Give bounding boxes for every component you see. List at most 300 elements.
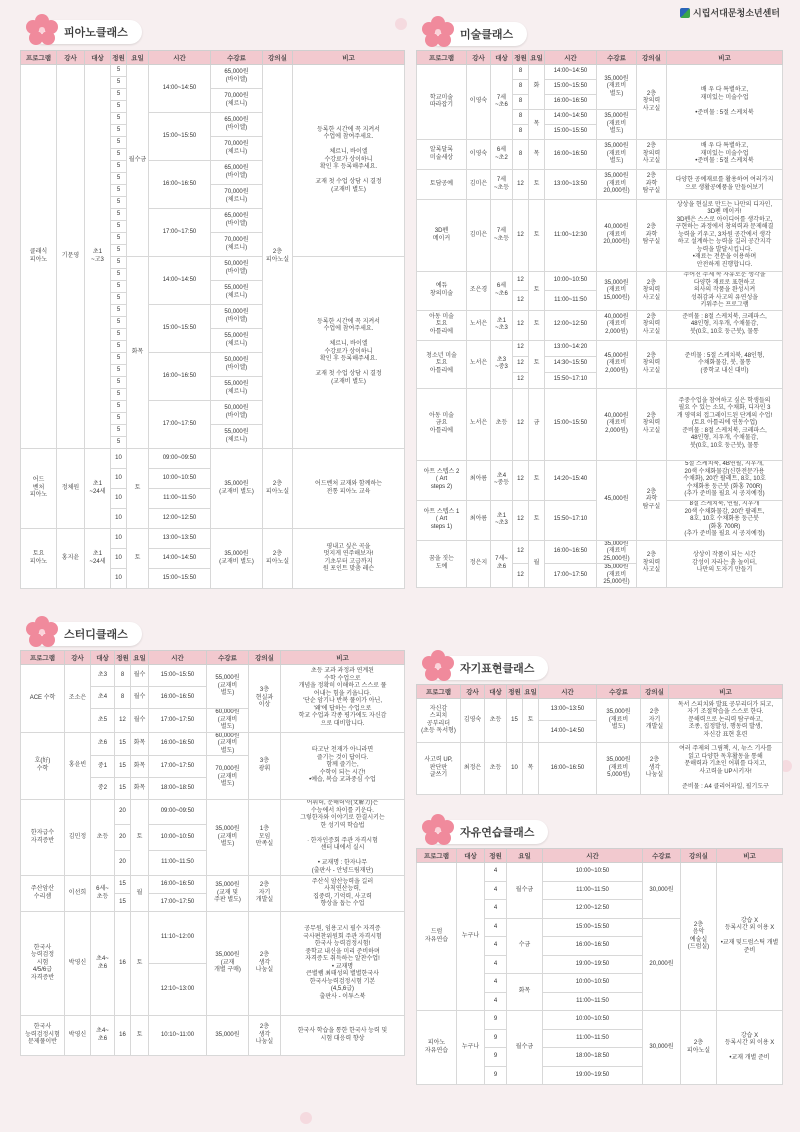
- table-row: [21, 665, 405, 687]
- table-cell: 꿈을 짓는 도예: [417, 540, 467, 587]
- table-cell: 최아름: [467, 460, 491, 500]
- table-cell: 10: [111, 469, 127, 489]
- table-cell: 16:00~16:50: [149, 687, 207, 709]
- table-cell: 한자급수 자격증반: [21, 800, 65, 876]
- table-cell: 화: [529, 65, 545, 110]
- table-cell: 토: [529, 500, 545, 540]
- table-cell: 준비물 : 5절 스케치북, 48인형, 수채화물감, 붓, 물통 (중학교 내신 대비): [667, 340, 783, 388]
- table-cell: 35,000원 (재료비 25,000원): [597, 540, 637, 564]
- table-cell: 사고력 UP, 판단판 글쓰기: [417, 743, 461, 795]
- time: 16:00~16:50: [149, 353, 211, 401]
- capacity: 5: [111, 173, 127, 185]
- table-cell: 8: [115, 665, 131, 687]
- table-cell: 2층 음악 예술실 (드럼실): [681, 863, 717, 1011]
- table-cell: 4: [485, 900, 507, 919]
- table-cell: 2층 창의력 사고실: [637, 540, 667, 587]
- table-cell: 4: [485, 863, 507, 882]
- table-cell: 목: [529, 140, 545, 170]
- table-cell: 드럼 자유연습: [417, 863, 457, 1011]
- table-cell: 3D펜 메이커: [417, 200, 467, 272]
- capacity: 5: [111, 197, 127, 209]
- table-cell: 2층 피아노실: [681, 1011, 717, 1085]
- table-row: [417, 1011, 783, 1030]
- section-tag-study: 스터디클래스: [32, 622, 142, 646]
- table-cell: 배 우 다 특별하고, 재미있는 미술수업 •준비물 : 5절 스케치북: [667, 65, 783, 140]
- free-table: 프로그램 대상 정원 요일 시간 수강료 강의실 비고 드럼 자유연습 누구나 4 월수금 10:00~10:50 30,000원 2층 음악 예술실 (드럼실) 강습 X 등록시간 외 이용 X •교재 및드럼스틱 개별 준비 4 11:00~11:50 4 12:00~12:50 4 수금 15:00~15:50 20,000원 4 16:00~16:50 4 19:00~19:50 4 화목 10:00~10:50 4 11:00~11:50 피아노 자유연습 누구나 9 월수금 10:00~10:50 30,000원 2층 피아노실 강습 X 등록시간 외 이용 X •교재 개별 준비 9 11:00~11:50 9 18:00~18:50 9 19:00~19:50: [416, 848, 783, 1085]
- table-cell: 10: [111, 549, 127, 569]
- table-cell: 2층 생각 나눔실: [641, 743, 669, 795]
- table-cell: 14:30~15:50: [545, 356, 597, 372]
- table-cell: 7세~ 초6: [491, 540, 513, 587]
- table-cell: 월수금: [507, 863, 543, 919]
- table-cell: 35,000원 (재료비 5,000원): [597, 743, 641, 795]
- table-cell: 초5: [91, 709, 115, 733]
- table-cell: 14:00~14:50: [545, 65, 597, 80]
- table-cell: 2층 과학 탐구실: [637, 460, 667, 540]
- table-cell: 누구나: [457, 1011, 485, 1085]
- table-cell: 학교미술 따라잡기: [417, 65, 467, 140]
- table-cell: 독서 스피치와 발표 공부리더가 되고, 자기 조절학습을 스스로 한다. 문해력으로 논리력 탐구하고, 조종, 집정발성, 행동력 발생, 자신감 표현 훈련: [669, 699, 783, 743]
- table-cell: 15: [507, 699, 523, 743]
- capacity: 5: [111, 125, 127, 137]
- table-cell: 10:00~10:50: [545, 272, 597, 291]
- time: 15:00~15:50: [149, 113, 211, 161]
- table-cell: 초등: [491, 388, 513, 460]
- capacity: 5: [111, 341, 127, 353]
- table-cell: 18:00~18:50: [543, 1048, 643, 1067]
- table-cell: 40,000원 (재료비 2,000원): [597, 310, 637, 340]
- table-cell: 15:50~17:10: [545, 372, 597, 388]
- table-row: [21, 529, 405, 549]
- fee: 65,000원 (바이엘): [211, 113, 263, 137]
- table-cell: 알록달록 미술세상: [417, 140, 467, 170]
- capacity: 5: [111, 113, 127, 125]
- table-cell: 35,000원 (교재 개별 구매): [207, 912, 249, 1016]
- table-cell: 상상이 작품이 되는 시간 감성이 자라는 흙 놀이터, 나만의 도자기 만들기: [667, 540, 783, 587]
- table-cell: ACE 수학: [21, 665, 65, 733]
- capacity: 5: [111, 401, 127, 413]
- capacity: 5: [111, 257, 127, 269]
- table-cell: 청소년 미술 토요 아틀리에: [417, 340, 467, 388]
- capacity: 5: [111, 353, 127, 365]
- table-row: [417, 65, 783, 80]
- table-cell: 중1: [91, 756, 115, 778]
- table-cell: 11:00~11:50: [545, 291, 597, 310]
- table-cell: 초4~ 초6: [91, 1016, 115, 1056]
- table-cell: 토: [529, 340, 545, 388]
- table-cell: 2층 창의력 사고실: [637, 388, 667, 460]
- table-cell: 월수: [131, 709, 149, 733]
- fee: 70,000원 (체르니): [211, 233, 263, 257]
- table-cell: 10: [111, 449, 127, 469]
- table-cell: 호(好) 수학: [21, 732, 65, 800]
- fee: 50,000원 (바이엘): [211, 353, 263, 377]
- table-cell: 토요 피아노: [21, 529, 57, 589]
- table-cell: 11:00~11:50: [543, 881, 643, 900]
- capacity: 5: [111, 245, 127, 257]
- capacity: 5: [111, 293, 127, 305]
- table-cell: 15: [115, 876, 131, 894]
- fee: 50,000원 (바이엘): [211, 257, 263, 281]
- piano-header-row: 프로그램 강사 대상 정원 요일 시간 수강료 강의실 비고: [21, 51, 405, 65]
- table-cell: 금: [529, 388, 545, 460]
- note: 등록한 시간에 꼭 지켜서 수업에 참여주세요. 체르니, 바이엘 수강료가 상이하니 확인 후 등록해주세요. 교재 첫 수업 상담 시 결정 (교재비 별도): [293, 257, 405, 449]
- capacity: 5: [111, 137, 127, 149]
- table-cell: 6세~ 초등: [91, 876, 115, 912]
- table-cell: 초3: [91, 665, 115, 687]
- table-row: [21, 800, 405, 825]
- table-cell: 9: [485, 1029, 507, 1048]
- table-row: [417, 388, 783, 460]
- fee: 70,000원 (체르니): [211, 137, 263, 161]
- table-cell: 16: [115, 1016, 131, 1056]
- table-cell: 2층 창의력 사고실: [637, 272, 667, 311]
- table-cell: 이선희: [65, 876, 91, 912]
- table-cell: 김미은: [467, 200, 491, 272]
- table-cell: 35,000원 (재료비 별도): [597, 110, 637, 140]
- table-cell: 월수: [131, 665, 149, 687]
- table-cell: 토: [131, 1016, 149, 1056]
- table-cell: 초등: [91, 800, 115, 876]
- time: 17:00~17:50: [149, 401, 211, 449]
- table-cell: 초4 ~중등: [491, 460, 513, 500]
- table-cell: 20: [115, 825, 131, 850]
- capacity: 5: [111, 305, 127, 317]
- table-cell: 12: [513, 372, 529, 388]
- table-cell: 초4: [91, 687, 115, 709]
- table-cell: 16:00~16:50: [543, 937, 643, 956]
- table-cell: 여러 주제의 그림책, 시, 뉴스 기사를 읽고 다양한 독후활동을 통해 문해력과 기초인 어휘를 다지고, 사고력을 UP시키자! 준비물 : A4 클리어파일, 필기도구: [669, 743, 783, 795]
- fee: 70,000원 (체르니): [211, 185, 263, 209]
- table-row: [417, 272, 783, 291]
- day: 화목: [127, 257, 149, 449]
- expr-table: 프로그램 강사 대상 정원 요일 시간 수강료 강의실 비고 자신감 스피치 공부리더 (초등 독서형) 김영숙 초등 15 토 13:00~13:50 35,000원 (재료비 별도) 2층 자기 개발실 독서 스피치와 발표 공부리더가 되고, 자기 조절학습을 스스로 한다. 문해력으로 논리력 탐구하고, 조종, 집정발성, 행동력 발생, 자신감 표현 훈련 14:00~14:50 사고력 UP, 판단판 글쓰기 최정은 초등 10 목 16:00~16:50 35,000원 (재료비 5,000원) 2층 생각 나눔실 여러 주제의 그림책, 시, 뉴스 기사를 읽고 다양한 독후활동을 통해 문해력과 기초인 어휘를 다지고, 사고력을 UP시키자! 준비물 : A4 클리어파일, 필기도구: [416, 684, 783, 795]
- room: 2층 피아노실: [263, 65, 293, 449]
- table-cell: 12:00~12:50: [543, 900, 643, 919]
- table-cell: 16:00~16:50: [545, 540, 597, 564]
- fee: 55,000원 (체르니): [211, 377, 263, 401]
- table-cell: 15:00~15:50: [545, 125, 597, 140]
- table-cell: 초4~ 초6: [91, 912, 115, 1016]
- table-row: [21, 876, 405, 894]
- table-cell: 55,000원 (교재비 별도): [207, 665, 249, 709]
- table-cell: 10:00~10:50: [543, 974, 643, 993]
- table-cell: 12:00~12:50: [545, 310, 597, 340]
- fee: 50,000원 (바이엘): [211, 401, 263, 425]
- table-cell: 정은지: [467, 540, 491, 587]
- table-cell: 35,000원 (재료비 별도): [597, 699, 641, 743]
- note: 등록한 시간에 꼭 지켜서 수업에 참여주세요. 체르니, 바이엘 수강료가 상이하니 확인 후 등록해주세요. 교재 첫 수업 상담 시 결정 (교재비 별도): [293, 65, 405, 257]
- table-cell: 17:00~17:50: [545, 564, 597, 588]
- table-cell: 09:00~09:50: [149, 800, 207, 825]
- table-cell: 아동 미술 토요 아틀리에: [417, 310, 467, 340]
- time: 14:00~14:50: [149, 257, 211, 305]
- table-cell: 중2: [91, 778, 115, 800]
- table-cell: 주어진 주제 속 자유로운 생각을 다양한 재료로 표현하고 의사의 작품을 완성시켜 성취감과 사고의 유연성을 키워주는 프로그램: [667, 272, 783, 311]
- table-cell: 35,000원 (교재 및 주판 별도): [207, 876, 249, 912]
- table-cell: 4: [485, 881, 507, 900]
- table-cell: 토: [529, 272, 545, 311]
- table-cell: 9: [485, 1048, 507, 1067]
- petal-decoration: [395, 18, 407, 30]
- capacity: 5: [111, 269, 127, 281]
- table-cell: 14:00~14:50: [149, 549, 211, 569]
- table-cell: 8: [115, 687, 131, 709]
- table-row: [417, 699, 783, 721]
- table-cell: 2층 피아노실: [263, 449, 293, 529]
- table-cell: 토: [529, 310, 545, 340]
- day: 월수금: [127, 65, 149, 257]
- table-cell: 토: [529, 170, 545, 200]
- table-cell: 12: [513, 356, 529, 372]
- table-cell: 8: [513, 140, 529, 170]
- table-cell: 배 우 다 특별하고, 재미있는 미술수업 •준비물 : 5절 스케치북: [667, 140, 783, 170]
- table-cell: 토: [127, 529, 149, 589]
- table-cell: 20: [115, 850, 131, 875]
- fee: 65,000원 (바이엘): [211, 161, 263, 185]
- table-cell: 2층 자기 개발실: [249, 876, 281, 912]
- table-cell: 노서은: [467, 310, 491, 340]
- table-cell: 2층 피아노실: [263, 529, 293, 589]
- table-cell: 10: [507, 743, 523, 795]
- logo-text: 시립서대문청소년센터: [693, 8, 780, 18]
- capacity: 5: [111, 221, 127, 233]
- capacity: 5: [111, 329, 127, 341]
- table-cell: 12: [513, 200, 529, 272]
- table-cell: 수금: [507, 918, 543, 974]
- table-cell: 12: [513, 291, 529, 310]
- table-row: [417, 340, 783, 356]
- table-cell: 9: [485, 1066, 507, 1085]
- table-cell: 15:00~15:50: [545, 80, 597, 95]
- table-cell: 2층 창의력 사고실: [637, 65, 667, 140]
- table-cell: 7세 ~초등: [491, 170, 513, 200]
- table-cell: 이영숙: [467, 65, 491, 140]
- table-cell: 10: [111, 529, 127, 549]
- table-cell: 어드벤처 교재와 함께하는 전통 피아노 교육: [293, 449, 405, 529]
- table-cell: 월: [529, 540, 545, 587]
- teacher-name: 기문영: [57, 65, 85, 449]
- table-cell: 12: [513, 500, 529, 540]
- table-cell: 토: [529, 460, 545, 500]
- table-cell: 3층 현실과 이상: [249, 665, 281, 733]
- time: 15:00~15:50: [149, 305, 211, 353]
- table-cell: 16:00~16:50: [545, 140, 597, 170]
- table-row: [417, 863, 783, 882]
- table-cell: 노서은: [467, 388, 491, 460]
- fee: 50,000원 (바이엘): [211, 305, 263, 329]
- table-cell: 2층 과학 탐구실: [637, 200, 667, 272]
- table-cell: 한국사 학습을 통한 한국사 능력 및 시험 대응력 향상: [281, 1016, 405, 1056]
- table-cell: 40,000원 (재료비 2,000원): [597, 388, 637, 460]
- table-cell: 김영숙: [461, 699, 485, 743]
- table-cell: 4: [485, 937, 507, 956]
- table-row: [21, 732, 405, 756]
- table-cell: 11:00~11:50: [543, 992, 643, 1011]
- table-cell: 12:00~12:50: [149, 509, 211, 529]
- table-cell: 11:00~11:50: [149, 489, 211, 509]
- table-cell: 15:00~15:50: [149, 569, 211, 589]
- table-cell: 14:00~14:50: [539, 721, 597, 743]
- table-cell: 어휘력, 문해력약(文解力)은 수능에서 차이를 키운다. 그렇한자와 이야기로 한결시키는 한 성기역 학습법 · 한자인증회 주관 자격시험 센터 내에서 실시 • 교재명 : 한자나무 (출판사 - 안녕드림재단): [281, 800, 405, 876]
- table-cell: 60,000원 (교재비 별도): [207, 709, 249, 733]
- table-cell: 초1 ~초3: [491, 500, 513, 540]
- section-tag-expr: 자기표현클래스: [428, 656, 548, 680]
- table-cell: 공무원, 임용고시 필수 자격증 국사편찬위원회 주관 자격시험 한국사 능력검정시험! 중학교 내신을 미리 준비하며 자격증도 취득하는 알찬수업! • 교재명 큰별쌤 최태성의 별별한국사 한국사능력검정시험 기본 (4,5,6급) 출판사 - 이투스북: [281, 912, 405, 1016]
- table-cell: 17:00~17:50: [149, 709, 207, 733]
- time: 16:00~16:50: [149, 161, 211, 209]
- table-cell: 14:00~14:50: [545, 110, 597, 125]
- logo-icon: [680, 8, 690, 18]
- table-cell: 10: [111, 509, 127, 529]
- table-cell: 초3 ~중3: [491, 340, 513, 388]
- table-cell: 12: [513, 564, 529, 588]
- table-cell: 초1 ~24세: [85, 529, 111, 589]
- table-cell: 19:00~19:50: [543, 1066, 643, 1085]
- table-row: [417, 743, 783, 795]
- table-cell: 8: [513, 65, 529, 80]
- center-logo: [680, 6, 780, 19]
- table-cell: 화목: [131, 756, 149, 778]
- table-cell: 8: [513, 80, 529, 95]
- capacity: 5: [111, 161, 127, 173]
- table-cell: 70,000원 (교재비 별도): [207, 756, 249, 800]
- table-cell: 7세 ~초등: [491, 200, 513, 272]
- table-row: [21, 912, 405, 964]
- table-cell: 예듀 창의미술: [417, 272, 467, 311]
- table-cell: 상상을 현실로 만드는 나만의 디자인, 3D펜 메이커! 3D펜은 스스로 아이디어를 생각하고, 구현하는 과정에서 창의력과 문제해결 능력을 키우고, 3차원 공간에서 생각 하고 설계하는 능력을 길러 공간지각 능력을 발달시킵니다. •재료는 전문을 이용하며 안전하게 진행합니다.: [667, 200, 783, 272]
- table-cell: 15: [115, 778, 131, 800]
- table-cell: 아트 스텝스 1 ( Art steps 1): [417, 500, 467, 540]
- table-cell: 35,000원 (재료비 15,000원): [597, 272, 637, 311]
- table-cell: 15:00~15:50: [543, 918, 643, 937]
- section-tag-piano: 피아노클래스: [32, 20, 142, 44]
- table-cell: 16:00~16:50: [545, 95, 597, 110]
- table-cell: 16:00~16:50: [149, 876, 207, 894]
- table-cell: 4: [485, 955, 507, 974]
- fee: 65,000원 (바이엘): [211, 65, 263, 89]
- table-cell: 2층 창의력 사고실: [637, 340, 667, 388]
- table-cell: 토: [127, 449, 149, 529]
- table-cell: 20,000원: [643, 918, 681, 1011]
- table-cell: 14:20~15:40: [545, 460, 597, 500]
- table-cell: 16:00~16:50: [539, 743, 597, 795]
- capacity: 5: [111, 77, 127, 89]
- fee: 55,000원 (체르니): [211, 425, 263, 449]
- table-cell: 35,000원 (재료비 25,000원): [597, 564, 637, 588]
- table-cell: 20: [115, 800, 131, 825]
- table-cell: 35,000원 (재료비 별도): [597, 65, 637, 110]
- table-cell: 피아노 자유연습: [417, 1011, 457, 1085]
- table-cell: 이영숙: [467, 140, 491, 170]
- table-cell: 준비물 : 8절 스케치북, 크레파스, 48인형, 지우개, 수채물감, 붓(0호, 10호 둥근붓), 물통: [667, 310, 783, 340]
- capacity: 5: [111, 233, 127, 245]
- table-cell: 11:00~11:50: [543, 1029, 643, 1048]
- table-cell: 2층 창의력 사고실: [637, 140, 667, 170]
- capacity: 5: [111, 281, 127, 293]
- table-cell: 한국사 능력검정시험 문제풀이반: [21, 1016, 65, 1056]
- table-row: [417, 540, 783, 564]
- table-cell: 초1 ~24세: [85, 449, 111, 529]
- table-row: [417, 310, 783, 340]
- table-cell: 6세 ~초6: [491, 272, 513, 311]
- table-cell: 10: [111, 569, 127, 589]
- table-row: [21, 449, 405, 469]
- table-cell: 토: [529, 200, 545, 272]
- table-cell: 다양한 공예재료를 활용하여 여러가지 으로 생활공예품을 만들어보기: [667, 170, 783, 200]
- capacity: 5: [111, 389, 127, 401]
- table-cell: 30,000원: [643, 863, 681, 919]
- table-cell: 13:00~13:50: [149, 529, 211, 549]
- capacity: 5: [111, 209, 127, 221]
- cherry-blossom-icon: [420, 812, 456, 848]
- time: 17:00~17:50: [149, 209, 211, 257]
- table-cell: 12: [115, 709, 131, 733]
- table-cell: 10:10~11:00: [149, 1016, 207, 1056]
- table-cell: 15:00~15:50: [149, 665, 207, 687]
- capacity: 5: [111, 425, 127, 437]
- table-cell: 월: [131, 876, 149, 912]
- table-cell: 19:00~19:50: [543, 955, 643, 974]
- table-cell: 12: [513, 272, 529, 291]
- table-cell: 10:00~10:50: [543, 1011, 643, 1030]
- capacity: 5: [111, 377, 127, 389]
- fee: 55,000원 (체르니): [211, 281, 263, 305]
- table-cell: 어드 벤처 피아노: [21, 449, 57, 529]
- table-cell: 16: [115, 912, 131, 1016]
- table-cell: 초등: [485, 699, 507, 743]
- table-cell: 평내고 싶은 곡을 멋지게 연주해보자! 기초부터 고급까지 원 포인트 맞춤 레슨: [293, 529, 405, 589]
- table-row: [21, 65, 405, 77]
- table-cell: 홍윤빈: [65, 732, 91, 800]
- table-cell: 월수: [131, 687, 149, 709]
- table-cell: 타고난 천재가 아니라면 즐기는 것이 답이다. 함께 즐기는, 수학이 되는 시간! •예습, 복습 교과중심 수업: [281, 732, 405, 800]
- table-cell: 초1 ~초3: [491, 310, 513, 340]
- table-cell: 정체원: [57, 449, 85, 529]
- table-cell: 월수금: [507, 1011, 543, 1085]
- table-cell: 4: [485, 974, 507, 993]
- table-cell: 4: [485, 992, 507, 1011]
- table-cell: 17:00~17:50: [149, 756, 207, 778]
- table-cell: 김미은: [467, 170, 491, 200]
- capacity: 5: [111, 365, 127, 377]
- time: 14:00~14:50: [149, 65, 211, 113]
- table-cell: 2층 자기 개발실: [641, 699, 669, 743]
- capacity: 5: [111, 185, 127, 197]
- table-cell: 최정은: [461, 743, 485, 795]
- table-cell: 12: [513, 310, 529, 340]
- table-cell: 조소은: [65, 665, 91, 733]
- art-table: 프로그램 강사 대상 정원 요일 시간 수강료 강의실 비고 학교미술 따라잡기 이영숙 7세 ~초6 8 화 14:00~14:50 35,000원 (재료비 별도) 2층 창의력 사고실 배 우 다 특별하고, 재미있는 미술수업 •준비물 : 5절 스케치북 8 15:00~15:50 8 16:00~16:50 8 목 14:00~14:50 35,000원 (재료비 별도) 8 15:00~15:50 알록달록 미술세상 이영숙 6세 ~초2 8 목 16:00~16:50 35,000원 (재료비 별도) 2층 창의력 사고실 배 우 다 특별하고, 재미있는 미술수업 •준비물 : 5절 스케치북 토담공예 김미은 7세 ~초등 12 토 13:00~13:50 35,000원 (재료비 20,000원) 2층 과학 탐구실 다양한 공예재료를 활용하여 여러가지 으로 생활공예품을 만들어보기 3D펜 메이커 김미은 7세 ~초등 12 토 11:00~12:30 40,000원 (재료비 20,000원) 2층 과학 탐구실 상상을 현실로 만드는 나만의 디자인, 3D펜 메이커! 3D펜은 스스로 아이디어를 생각하고, 구현하는 과정에서 창의력과 문제해결 능력을 키우고, 3차원 공간에서 생각 하고 설계하는 능력을 길러 공간지각 능력을 발달시킵니다. •재료는 전문을 이용하며 안전하게 진행합니다. 예듀 창의미술 조은경 6세 ~초6 12 토 10:00~10:50 35,000원 (재료비 15,000원) 2층 창의력 사고실 주어진 주제 속 자유로운 생각을 다양한 재료로 표현하고 의사의 작품을 완성시켜 성취감과 사고의 유연성을 키워주는 프로그램 12 11:00~11:50 아동 미술 토요 아틀리에 노서은 초1 ~초3 12 토 12:00~12:50 40,000원 (재료비 2,000원) 2층 창의력 사고실 준비물 : 8절 스케치북, 크레파스, 48인형, 지우개, 수채물감, 붓(0호, 10호 둥근붓), 물통 청소년 미술 토요 아틀리에 노서은 초3 ~중3 12 토 13:00~14:20 45,000원 (재료비 2,000원) 2층 창의력 사고실 준비물 : 5절 스케치북, 48인형, 수채화물감, 붓, 물통 (중학교 내신 대비) 12 14:30~15:50 12 15:50~17:10 아동 미술 금요 아틀리에 노서은 초등 12 금 15:00~15:50 40,000원 (재료비 2,000원) 2층 창의력 사고실 주중수업을 참여하고 싶은 학생들의 필요 수 있는 소묘, 수채화, 디자인 3 개 영역의 접그레이드된 단계의 수업! (토요 아틀리에 연동수업) 준비물 : 8절 스케치북, 크레파스, 48인형, 지우개, 수채물감, 붓(0호, 10호 둥근붓), 물통 아트 스텝스 2 ( Art steps 2) 최아름 초4 ~중등 12 토 14:20~15:40 45,000원 2층 과학 탐구실 5절 스케치북, 4B연필, 지우개, 20색 수채화물감(신한전문가용 수채화), 20칸 팔레트, 8호, 10호 수채화용 둥근붓 (화홍 700R) (추가 준비물 필요 시 공지예정) 아트 스텝스 1 ( Art steps 1) 최아름 초1 ~초3 12 토 15:50~17:10 8절 스케치북, 연필, 지우개 20색 수채화물감, 20칸 팔레트, 8호, 10호 수채화용 둥근붓 (화홍 700R) (추가 준비물 필요 시 공지예정) 꿈을 짓는 도예 정은지 7세~ 초6 12 월 16:00~16:50 35,000원 (재료비 25,000원) 2층 창의력 사고실 상상이 작품이 되는 시간 감성이 자라는 흙 놀이터, 나만의 도자기 만들기 12 17:00~17:50 35,000원 (재료비 25,000원): [416, 50, 783, 588]
- table-cell: 35,000원 (교재비 별도): [207, 800, 249, 876]
- table-cell: 09:00~09:50: [149, 449, 211, 469]
- table-cell: 13:00~14:20: [545, 340, 597, 356]
- study-table: 프로그램 강사 대상 정원 요일 시간 수강료 강의실 비고 ACE 수학 조소은 초3 8 월수 15:00~15:50 55,000원 (교재비 별도) 3층 현실과 이상 초등 교과 과정과 연계된 수학 수업으로 개념을 정확히 이해하고 스스로 풀 어내는 힘을 키웁니다. '단순 암기나 반복 풀이가 아닌, '왜'에 답하는 수업으로 학교 수업과 각종 평가에도 자신감 으로 대비합니다. 초4 8 월수 16:00~16:50 초5 12 월수 17:00~17:50 60,000원 (교재비 별도) 호(好) 수학 홍윤빈 초6 15 화목 16:00~16:50 60,000원 (교재비 별도) 3층 광휘 타고난 천재가 아니라면 즐기는 것이 답이다. 함께 즐기는, 수학이 되는 시간! •예습, 복습 교과중심 수업 중1 15 화목 17:00~17:50 70,000원 (교재비 별도) 중2 15 화목 18:00~18:50 한자급수 자격증반 김민정 초등 20 토 09:00~09:50 35,000원 (교재비 별도) 1층 모임 만족실 어휘력, 문해력약(文解力)은 수능에서 차이를 키운다. 그렇한자와 이야기로 한결시키는 한 성기역 학습법 · 한자인증회 주관 자격시험 센터 내에서 실시 • 교재명 : 한자나무 (출판사 - 안녕드림재단) 20 10:00~10:50 20 11:00~11:50 주산암산 수리셈 이선희 6세~ 초등 15 월 16:00~16:50 35,000원 (교재 및 주판 별도) 2층 자기 개발실 주산식 암산능력을 길러 사칙연산능력, 집중력, 기억력, 사고력 향상을 돕는 수업 15 17:00~17:50 한국사 능력검정 시험 4/5/6급 자격증반 박영신 초4~ 초6 16 토 11:10~12:00 35,000원 (교재 개별 구매) 2층 생각 나눔실 공무원, 임용고시 필수 자격증 국사편찬위원회 주관 자격시험 한국사 능력검정시험! 중학교 내신을 미리 준비하며 자격증도 취득하는 알찬수업! • 교재명 큰별쌤 최태성의 별별한국사 한국사능력검정시험 기본 (4,5,6급) 출판사 - 이투스북 12:10~13:00 한국사 능력검정시험 문제풀이반 박영신 초4~ 초6 16 토 10:10~11:00 35,000원 2층 생각 나눔실 한국사 학습을 통한 한국사 능력 및 시험 대응력 향상: [20, 650, 405, 1056]
- table-cell: 40,000원 (재료비 20,000원): [597, 200, 637, 272]
- table-cell: 6세 ~초2: [491, 140, 513, 170]
- fee: 65,000원 (바이엘): [211, 209, 263, 233]
- table-cell: 16:00~16:50: [149, 732, 207, 756]
- table-cell: 10:00~10:50: [543, 863, 643, 882]
- fee: 70,000원 (체르니): [211, 89, 263, 113]
- table-cell: 초등 교과 과정과 연계된 수학 수업으로 개념을 정확히 이해하고 스스로 풀 어내는 힘을 키웁니다. '단순 암기나 반복 풀이가 아닌, '왜'에 답하는 수업으로 학교 수업과 각종 평가에도 자신감 으로 대비합니다.: [281, 665, 405, 733]
- table-cell: 10: [111, 489, 127, 509]
- table-cell: 15: [115, 732, 131, 756]
- table-cell: 주산암산 수리셈: [21, 876, 65, 912]
- table-cell: 토: [523, 699, 539, 743]
- table-cell: 7세 ~초6: [491, 65, 513, 140]
- table-cell: 박영신: [65, 912, 91, 1016]
